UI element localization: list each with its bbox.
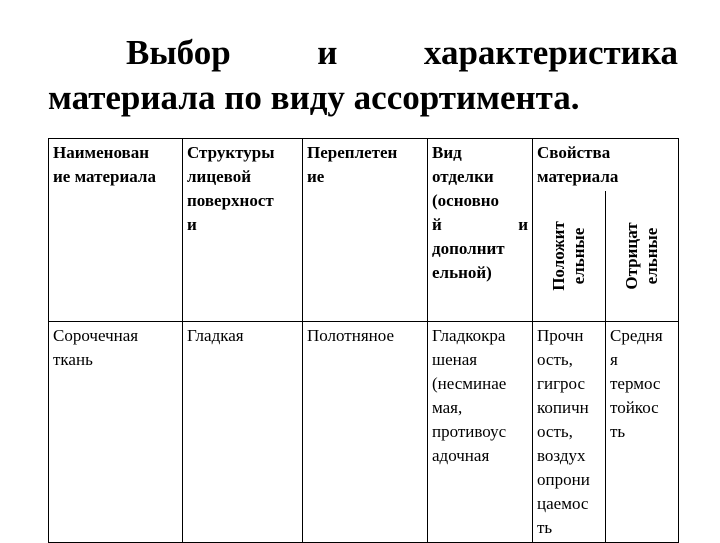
cell-weave: Полотняное <box>303 322 428 543</box>
title-word: Выбор <box>126 33 231 72</box>
table-header-row <box>49 139 679 192</box>
header-properties: Свойства материала <box>533 139 679 192</box>
cell-finish-type: Гладкокра шеная (несминае мая, противоус адочная <box>428 322 533 543</box>
cell-material-name: Сорочечная ткань <box>49 322 183 543</box>
table-row <box>49 322 679 543</box>
cell-positive-properties: Прочн ость, гигрос копичн ость, воздух опрони цаемос ть <box>533 322 606 543</box>
page-title <box>48 30 678 120</box>
cell-surface-structure: Гладкая <box>183 322 303 543</box>
title-line-2: материала по виду ассортимента. <box>48 78 580 117</box>
assortment-table <box>48 138 679 543</box>
header-finish-type: Вид отделки (основно й и дополнит ельной) <box>428 139 533 322</box>
header-positive: Положит ельные <box>533 191 606 322</box>
header-surface-structure: Структуры лицевой поверхност и <box>183 139 303 322</box>
title-word: характеристика <box>423 33 678 72</box>
cell-negative-properties: Средня я термос тойкос ть <box>606 322 679 543</box>
header-weave: Переплетен ие <box>303 139 428 322</box>
header-negative: Отрицат ельные <box>606 191 679 322</box>
header-material-name: Наименован ие материала <box>49 139 183 322</box>
title-word: и <box>317 33 338 72</box>
title-line-1 <box>48 30 678 75</box>
